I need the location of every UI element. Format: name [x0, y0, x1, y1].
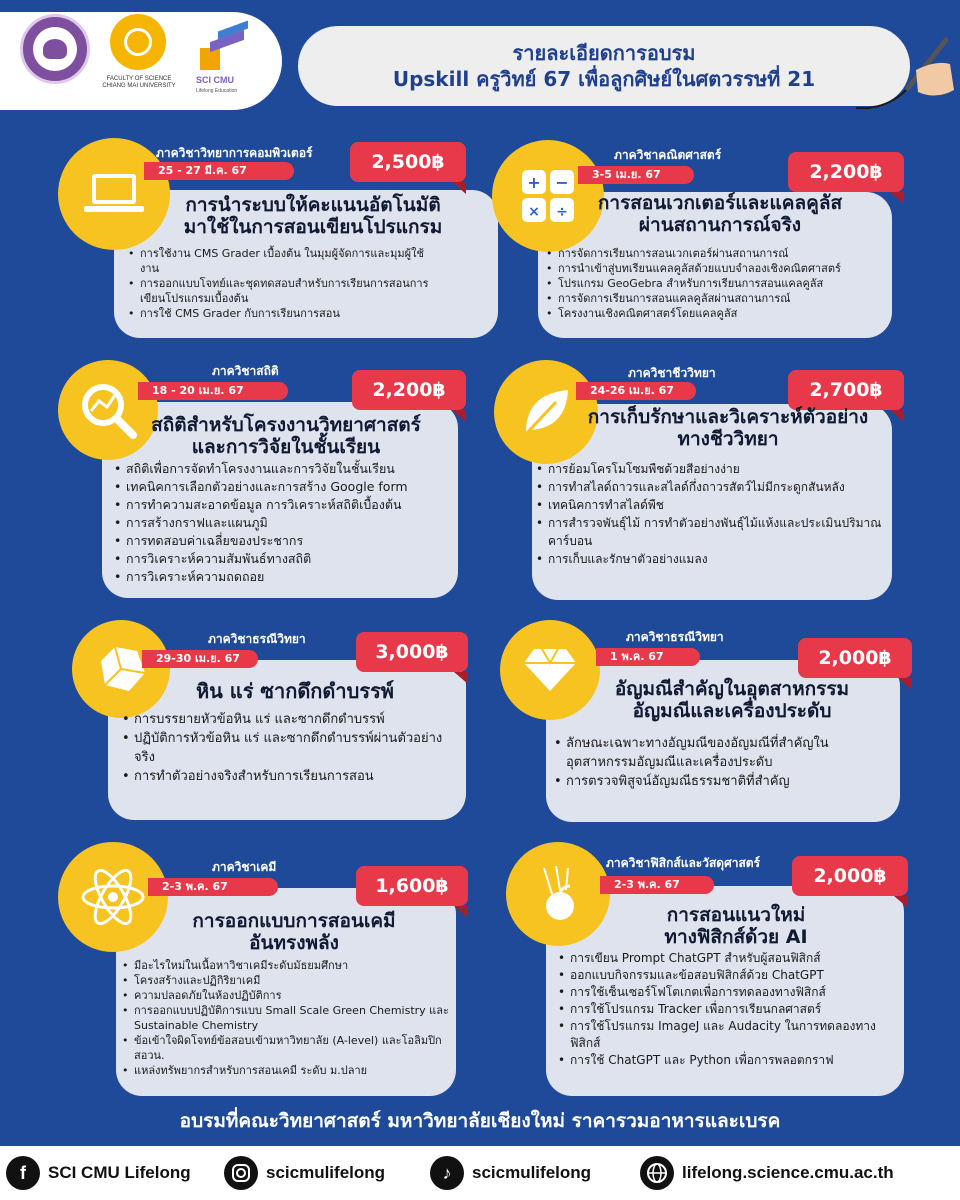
topic-item: • การวิเคราะห์ความถดถอย [114, 568, 454, 586]
topic-list [554, 734, 896, 791]
department-label: ภาควิชาคณิตศาสตร์ [614, 148, 722, 162]
topic-item: • การเขียน Prompt ChatGPT สำหรับผู้สอนฟิสิกส์ [558, 950, 898, 967]
page-title-line2: Upskill ครูวิทย์ 67 เพื่อลูกศิษย์ในศตวรรษที่ 21 [392, 67, 816, 91]
facebook-label: SCI CMU Lifelong [48, 1163, 191, 1182]
svg-text:÷: ÷ [556, 204, 568, 220]
facebook-icon: f [6, 1156, 40, 1190]
rock-icon [72, 620, 170, 718]
date-badge: 24-26 เม.ย. 67 [576, 382, 696, 400]
topic-item: • การออกแบบปฏิบัติการแบบ Small Scale Green Chemistry และ Sustainable Chemistry [122, 1003, 452, 1033]
topic-item: • โครงงานเชิงคณิตศาสตร์โดยแคลคูลัส [546, 306, 886, 321]
cmu-elephant-seal-logo [20, 14, 90, 84]
topic-item: • เทคนิคการทำสไลด์พืช [536, 496, 890, 514]
topic-list [546, 246, 886, 321]
date-badge: 2-3 พ.ค. 67 [600, 876, 714, 894]
topic-item: • การทำตัวอย่างจริงสำหรับการเรียนการสอน [122, 767, 460, 786]
price-tag: 3,000฿ [356, 632, 468, 672]
title-banner [298, 26, 910, 106]
topic-list [114, 460, 454, 586]
topic-item: • การย้อมโครโมโซมพืชด้วยสีอย่างง่าย [536, 460, 890, 478]
topic-item: • ความปลอดภัยในห้องปฏิบัติการ [122, 988, 452, 1003]
course-title-line2: มาใช้ในการสอนเขียนโปรแกรม [183, 216, 443, 238]
topic-item: • การนำเข้าสู่บทเรียนแคลคูลัสด้วยแบบจำลองเชิงคณิตศาสตร์ [546, 261, 886, 276]
course-title-line1: การสอนเวกเตอร์และแคลคูลัส [597, 192, 843, 214]
instagram-link[interactable] [224, 1156, 385, 1190]
tiktok-link[interactable] [430, 1156, 591, 1190]
topic-item: • ปฏิบัติการหัวข้อหิน แร่ และซากดึกดำบรรพ์ผ่านตัวอย่างจริง [122, 729, 460, 767]
topic-list [128, 246, 438, 321]
date-badge: 1 พ.ค. 67 [596, 648, 700, 666]
price-tag: 1,600฿ [356, 866, 468, 906]
department-label: ภาควิชาเคมี [212, 860, 277, 874]
price-tag: 2,500฿ [350, 142, 466, 182]
date-badge: 29-30 เม.ย. 67 [142, 650, 258, 668]
course-title-line1: อัญมณีสำคัญในอุตสาหกรรม [614, 678, 850, 700]
topic-item: • การตรวจพิสูจน์อัญมณีธรรมชาติที่สำคัญ [554, 772, 896, 791]
svg-text:×: × [528, 204, 540, 220]
department-label: ภาควิชาวิทยาการคอมพิวเตอร์ [156, 146, 313, 160]
topic-item: • การใช้ ChatGPT และ Python เพื่อการพลอตกราฟ [558, 1052, 898, 1069]
course-title-line2: อันทรงพลัง [249, 932, 339, 954]
website-link[interactable] [640, 1156, 894, 1190]
course-title-line1: การออกแบบการสอนเคมี [192, 910, 396, 932]
topic-list [558, 950, 898, 1069]
price-tag: 2,000฿ [798, 638, 912, 678]
venue-note: อบรมที่คณะวิทยาศาสตร์ มหาวิทยาลัยเชียงใหม่ ราคารวมอาหารและเบรค [179, 1110, 781, 1132]
topic-item: • การสำรวจพันธุ์ไม้ การทำตัวอย่างพันธุ์ไม้แห้งและประเมินปริมาณคาร์บอน [536, 514, 890, 550]
date-badge: 25 - 27 มี.ค. 67 [144, 162, 294, 180]
topic-item: • การวิเคราะห์ความสัมพันธ์ทางสถิติ [114, 550, 454, 568]
topic-item: • การใช้เซ็นเซอร์โฟโตเกตเพื่อการทดลองทางฟิสิกส์ [558, 984, 898, 1001]
topic-item: • ออกแบบกิจกรรมและข้อสอบฟิสิกส์ด้วย ChatGPT [558, 967, 898, 984]
instagram-icon [224, 1156, 258, 1190]
price-tag: 2,000฿ [792, 856, 908, 896]
price-tag: 2,200฿ [352, 370, 466, 410]
topic-item: • การทำสไลด์ถาวรและสไลด์กึ่งถาวรสัตว์ไม่มีกระดูกสันหลัง [536, 478, 890, 496]
topic-item: • การจัดการเรียนการสอนแคลคูลัสผ่านสถานการณ์ [546, 291, 886, 306]
topic-list [122, 958, 452, 1078]
topic-list [122, 710, 460, 786]
date-badge: 18 - 20 เม.ย. 67 [138, 382, 288, 400]
facebook-link[interactable] [6, 1156, 191, 1190]
topic-item: • การใช้ CMS Grader กับการเรียนการสอน [128, 306, 438, 321]
topic-item: • การสร้างกราฟและแผนภูมิ [114, 514, 454, 532]
course-title-line1: การสอนแนวใหม่ [666, 904, 806, 926]
topic-item: • เทคนิคการเลือกตัวอย่างและการสร้าง Google form [114, 478, 454, 496]
date-badge: 2-3 พ.ค. 67 [148, 878, 278, 896]
globe-icon [640, 1156, 674, 1190]
topic-item: • แหล่งทรัพยากรสำหรับการสอนเคมี ระดับ ม.ปลาย [122, 1063, 452, 1078]
price-tag: 2,700฿ [788, 370, 904, 410]
course-title-line2: และการวิจัยในชั้นเรียน [191, 436, 381, 458]
topic-item: • การออกแบบโจทย์และชุดทดสอบสำหรับการเรียนการสอนการเขียนโปรแกรมเบื้องต้น [128, 276, 438, 306]
topic-list [536, 460, 890, 568]
topic-item: • ข้อเข้าใจผิดโจทย์ข้อสอบเข้ามหาวิทยาลัย (A-level) และโอลิมปิก สอวน. [122, 1033, 452, 1063]
course-title-line2: ทางชีววิทยา [677, 428, 779, 450]
department-label: ภาควิชาฟิสิกส์และวัสดุศาสตร์ [606, 856, 761, 870]
topic-item: • โครงสร้างและปฏิกิริยาเคมี [122, 973, 452, 988]
topic-item: • การบรรยายหัวข้อหิน แร่ และซากดึกดำบรรพ์ [122, 710, 460, 729]
topic-item: • ลักษณะเฉพาะทางอัญมณีของอัญมณีที่สำคัญในอุตสาหกรรมอัญมณีและเครื่องประดับ [554, 734, 896, 772]
course-title-line2: ผ่านสถานการณ์จริง [638, 214, 802, 236]
department-label: ภาควิชาชีววิทยา [628, 366, 716, 380]
topic-item: • การใช้โปรแกรม Tracker เพื่อการเรียนกลศาสตร์ [558, 1001, 898, 1018]
topic-item: • โปรแกรม GeoGebra สำหรับการเรียนการสอนแคลคูลัส [546, 276, 886, 291]
topic-item: • การทำความสะอาดข้อมูล การวิเคราะห์สถิติเบื้องต้น [114, 496, 454, 514]
course-title-line1: การนำระบบให้คะแนนอัตโนมัติ [185, 194, 441, 216]
department-label: ภาควิชาสถิติ [212, 364, 279, 378]
price-tag: 2,200฿ [788, 152, 904, 192]
faculty-of-science-logo-text: FACULTY OF SCIENCE CHIANG MAI UNIVERSITY [102, 76, 176, 89]
course-title-line2: ทางฟิสิกส์ด้วย AI [664, 926, 808, 948]
topic-item: • การจัดการเรียนการสอนเวกเตอร์ผ่านสถานการณ์ [546, 246, 886, 261]
topic-item: • การเก็บและรักษาตัวอย่างแมลง [536, 550, 890, 568]
svg-text:−: − [555, 173, 569, 192]
website-label: lifelong.science.cmu.ac.th [682, 1163, 894, 1182]
course-title-line1: หิน แร่ ซากดึกดำบรรพ์ [195, 679, 394, 703]
department-label: ภาควิชาธรณีวิทยา [626, 630, 724, 644]
page-title-line1: รายละเอียดการอบรม [512, 41, 696, 65]
date-badge: 3-5 เม.ย. 67 [578, 166, 694, 184]
svg-text:+: + [527, 173, 541, 192]
sci-cmu-logo-subtext: Lifelong Education [196, 88, 238, 94]
course-title-line1: สถิติสำหรับโครงงานวิทยาศาสตร์ [151, 414, 421, 436]
topic-item: • การใช้งาน CMS Grader เบื้องต้น ในมุมผู้จัดการและมุมผู้ใช้งาน [128, 246, 438, 276]
topic-item: • การใช้โปรแกรม ImageJ และ Audacity ในการทดลองทางฟิสิกส์ [558, 1018, 898, 1052]
course-title-line1: การเก็บรักษาและวิเคราะห์ตัวอย่าง [587, 406, 869, 428]
course-title-line2: อัญมณีและเครื่องประดับ [632, 700, 832, 722]
tiktok-label: scicmulifelong [472, 1163, 592, 1182]
instagram-label: scicmulifelong [266, 1163, 386, 1182]
department-label: ภาควิชาธรณีวิทยา [208, 632, 306, 646]
sci-cmu-logo-text: SCI CMU [196, 75, 234, 85]
topic-item: • มีอะไรใหม่ในเนื้อหาวิชาเคมีระดับมัธยมศึกษา [122, 958, 452, 973]
tiktok-icon: ♪ [430, 1156, 464, 1190]
hand-pen-icon [846, 20, 956, 116]
topic-item: • สถิติเพื่อการจัดทำโครงงานและการวิจัยในชั้นเรียน [114, 460, 454, 478]
topic-item: • การทดสอบค่าเฉลี่ยของประชากร [114, 532, 454, 550]
faculty-of-science-logo [104, 14, 172, 74]
